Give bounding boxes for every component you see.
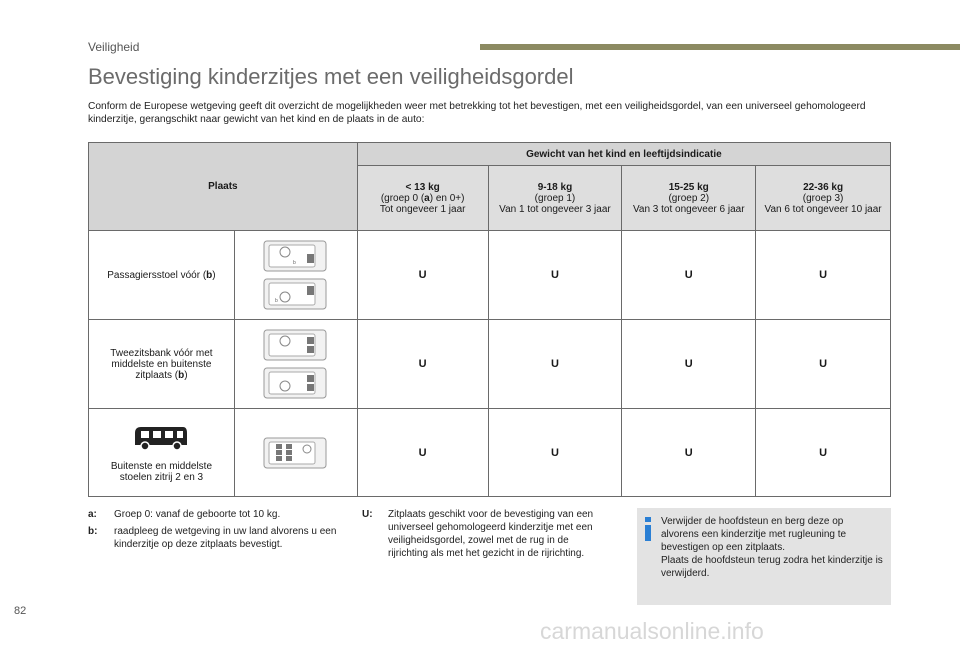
row-1-place: Tweezitsbank vóór met middelste en buitenste zitplaats (b) [89,320,235,409]
child-seat-table [88,142,891,497]
note-b-text: raadpleeg de wetgeving in uw land alvorens u een kinderzitje op deze zitplaats bevestigt. [114,526,337,550]
page-title: Bevestiging kinderzitjes met een veiligheidsgordel [88,64,574,89]
row-2-value-1: U [488,409,622,497]
group-1-weight: 9-18 kg [537,181,573,193]
seat-position-diagram-icon [263,277,329,311]
row-0-value-2: U [622,231,756,320]
row-2-place-cell [89,409,235,497]
header-place: Plaats [89,143,358,231]
row-0-place: Passagiersstoel vóór (b) [89,231,235,320]
row-0-value-3: U [756,231,891,320]
row-0-vehicle-cell [234,231,357,320]
row-2-value-2: U [622,409,756,497]
accent-bar [480,44,960,50]
group-2-weight: 15-25 kg [668,181,709,193]
table-row [89,231,891,320]
note-b-key: b: [88,526,98,537]
group-3-header [756,166,891,231]
footnotes-middle [362,508,607,564]
note-a [88,508,338,521]
row-1-vehicle-cell [234,320,357,409]
group-0-weight: < 13 kg [405,181,440,193]
info-box [637,508,891,605]
seat-position-diagram-icon [263,366,329,400]
note-a-text: Groep 0: vanaf de geboorte tot 10 kg. [114,509,281,520]
table-row [89,409,891,497]
group-2-header [622,166,756,231]
row-2-value-3: U [756,409,891,497]
footnotes-left [88,508,338,555]
group-3-age: Van 6 tot ongeveer 10 jaar [764,203,882,215]
page-number: 82 [14,605,27,617]
row-1-value-1: U [488,320,622,409]
group-0-age: Tot ongeveer 1 jaar [379,203,466,215]
info-text [661,515,883,580]
info-text-2: Plaats de hoofdsteun terug zodra het kinderzitje is verwijderd. [661,555,883,579]
row-2-vehicle-cell [234,409,357,497]
info-text-1: Verwijder de hoofdsteun en berg deze op alvorens een kinderzitje met rugleuning te bevestigen op een zitplaats. [661,516,847,553]
seat-position-diagram-icon [263,328,329,362]
group-1-age: Van 1 tot ongeveer 3 jaar [499,203,611,215]
section-title: Veiligheid [88,40,140,54]
group-3-group: (groep 3) [802,192,844,204]
note-u-key: U: [362,509,373,520]
group-1-header [488,166,622,231]
group-0-group: (groep 0 (a) en 0+) [380,192,465,204]
row-0-value-0: U [357,231,488,320]
group-1-group: (groep 1) [534,192,576,204]
group-0-header [357,166,488,231]
row-0-value-1: U [488,231,622,320]
group-2-group: (groep 2) [668,192,710,204]
row-1-value-0: U [357,320,488,409]
watermark: carmanualsonline.info [540,618,764,644]
note-u-text: Zitplaats geschikt voor de bevestiging van een universeel gehomologeerd kinderzitje met een veiligheidsgordel, zowel met de rug in de rijrichting als met het gezicht in de rijrichting. [388,509,594,559]
info-icon [643,517,653,541]
group-2-age: Van 3 tot ongeveer 6 jaar [632,203,745,215]
note-b [88,525,338,551]
row-1-value-2: U [622,320,756,409]
row-2-place: Buitenste en middelste stoelen zitrij 2 en 3 [110,460,213,483]
intro-text: Conform de Europese wetgeving geeft dit overzicht de mogelijkheden weer met betrekking tot het bevestigen, met een veiligheidsgordel, van een universeel gehomologeerd kinderzitje, gerangschikt naar gewicht van het kind en de plaats in de auto: [88,101,866,125]
group-3-weight: 22-36 kg [803,181,844,193]
row-2-value-0: U [357,409,488,497]
svg-text:b: b [292,260,296,266]
row-1-value-3: U [756,320,891,409]
svg-text:b: b [274,298,278,304]
van-icon [131,423,191,453]
table-row [89,320,891,409]
note-a-key: a: [88,509,97,520]
header-weight: Gewicht van het kind en leeftijdsindicatie [357,143,890,166]
note-u [362,508,607,560]
seat-position-diagram-icon [263,239,329,273]
seat-position-diagram-icon [263,436,329,470]
